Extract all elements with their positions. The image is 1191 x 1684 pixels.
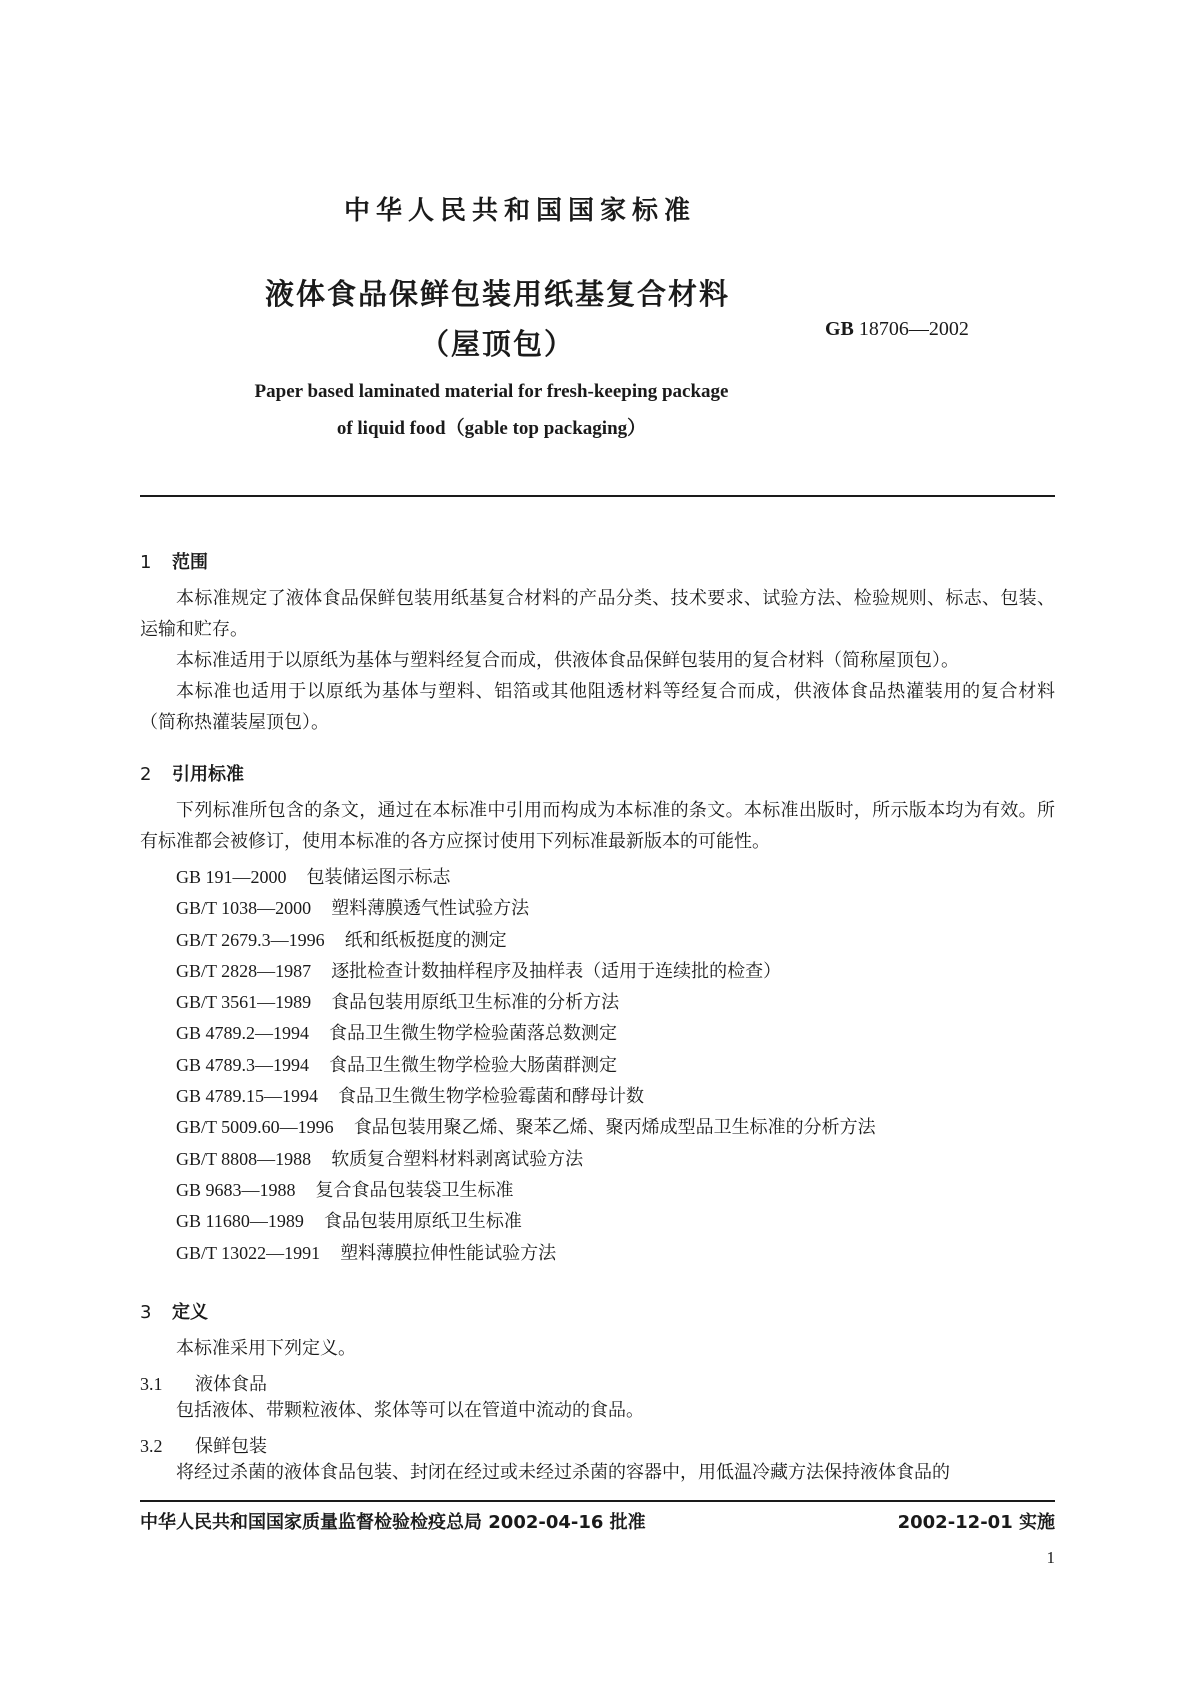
section-number: 2 [140,764,152,785]
reference-code: GB/T 1038—2000 [176,898,312,919]
reference-item [176,1050,876,1081]
definition-term: 液体食品 [195,1374,267,1395]
reference-name: 软质复合塑料材料剥离试验方法 [331,1148,584,1170]
section-2-intro [140,795,1055,857]
reference-name: 塑料薄膜透气性试验方法 [331,898,530,920]
reference-name: 食品卫生微生物学检验菌落总数测定 [329,1023,618,1045]
paragraph: 本标准适用于以原纸为基体与塑料经复合而成，供液体食品保鲜包装用的复合材料（简称屋顶包）。 [176,650,959,671]
reference-name: 食品包装用原纸卫生标准的分析方法 [331,992,620,1014]
reference-item [176,1018,876,1049]
reference-code: GB/T 3561—1989 [176,992,312,1013]
reference-code: GB 11680—1989 [176,1211,304,1232]
title-en-line1: Paper based laminated material for fresh-keeping package [254,381,729,402]
reference-code: GB 4789.2—1994 [176,1023,310,1044]
section-3-heading [140,1298,208,1324]
section-title: 引用标准 [172,764,244,785]
definition-3-2-text [140,1457,1055,1488]
approval-statement: 中华人民共和国国家质量监督检验检疫总局 2002-04-16 批准 [140,1512,646,1533]
standard-prefix: GB [825,318,854,340]
reference-item [176,1238,876,1269]
definition-term: 保鲜包装 [195,1436,267,1457]
paragraph: 包括液体、带颗粒液体、浆体等可以在管道中流动的食品。 [176,1400,644,1421]
paragraph: 本标准采用下列定义。 [176,1338,356,1359]
reference-code: GB 9683—1988 [176,1179,296,1200]
section-1-body [140,583,1055,738]
section-2-heading [140,760,244,786]
reference-code: GB/T 13022—1991 [176,1242,321,1263]
reference-item [176,1081,876,1112]
reference-code: GB 4789.15—1994 [176,1086,319,1107]
reference-item [176,1206,876,1237]
reference-name: 食品包装用原纸卫生标准 [323,1211,522,1233]
reference-item [176,893,876,924]
reference-code: GB 4789.3—1994 [176,1054,310,1075]
paragraph: 本标准规定了液体食品保鲜包装用纸基复合材料的产品分类、技术要求、试验方法、检验规则、标志、包装、运输和贮存。 [140,588,1055,640]
page-number: 1 [1046,1548,1055,1567]
reference-item [176,1175,876,1206]
title-cn-line2: （屋顶包） [419,327,575,361]
reference-item [176,862,876,893]
definition-3-1-text [140,1395,1055,1426]
reference-name: 复合食品包装袋卫生标准 [315,1179,514,1201]
definition-3-1-heading [140,1370,267,1396]
section-title: 范围 [172,552,208,573]
reference-item [176,1144,876,1175]
section-3-intro [140,1333,1055,1364]
reference-item [176,925,876,956]
reference-code: GB 191—2000 [176,867,287,887]
footer-divider [140,1500,1055,1502]
reference-code: GB/T 2679.3—1996 [176,929,325,950]
reference-item [176,956,876,987]
reference-name: 纸和纸板挺度的测定 [344,929,507,951]
standard-code: 18706—2002 [858,318,969,340]
reference-code: GB/T 5009.60—1996 [176,1117,334,1138]
definition-number: 3.1 [140,1374,163,1394]
reference-code: GB/T 8808—1988 [176,1148,312,1169]
section-title: 定义 [172,1302,208,1323]
section-number: 3 [140,1302,152,1323]
national-standard-heading: 中华人民共和国国家标准 [343,196,696,226]
definition-number: 3.2 [140,1436,163,1456]
reference-item [176,1112,876,1143]
paragraph: 本标准也适用于以原纸为基体与塑料、铝箔或其他阻透材料等经复合而成，供液体食品热灌装用的复合材料（简称热灌装屋顶包）。 [140,681,1055,733]
reference-code: GB/T 2828—1987 [176,960,312,981]
implementation-date: 2002-12-01 实施 [897,1512,1055,1533]
reference-list [176,862,876,1269]
section-1-heading [140,548,208,574]
reference-name: 包装储运图示标志 [306,867,451,888]
reference-name: 塑料薄膜拉伸性能试验方法 [340,1242,557,1264]
paragraph: 将经过杀菌的液体食品包装、封闭在经过或未经过杀菌的容器中，用低温冷藏方法保持液体食品的 [176,1462,950,1483]
title-en-line2: of liquid food（gable top packaging） [336,418,647,439]
reference-name: 食品卫生微生物学检验大肠菌群测定 [329,1054,618,1076]
section-number: 1 [140,552,152,573]
paragraph: 下列标准所包含的条文，通过在本标准中引用而构成为本标准的条文。本标准出版时，所示版本均为有效。所有标准都会被修订，使用本标准的各方应探讨使用下列标准最新版本的可能性。 [140,800,1055,852]
reference-name: 食品卫生微生物学检验霉菌和酵母计数 [338,1086,645,1108]
definition-3-2-heading [140,1432,267,1458]
title-cn-line1: 液体食品保鲜包装用纸基复合材料 [264,277,730,311]
reference-item [176,987,876,1018]
reference-name: 食品包装用聚乙烯、聚苯乙烯、聚丙烯成型品卫生标准的分析方法 [353,1117,876,1139]
reference-name: 逐批检查计数抽样程序及抽样表（适用于连续批的检查） [331,960,782,982]
standard-number [825,318,969,341]
header-divider [140,495,1055,497]
